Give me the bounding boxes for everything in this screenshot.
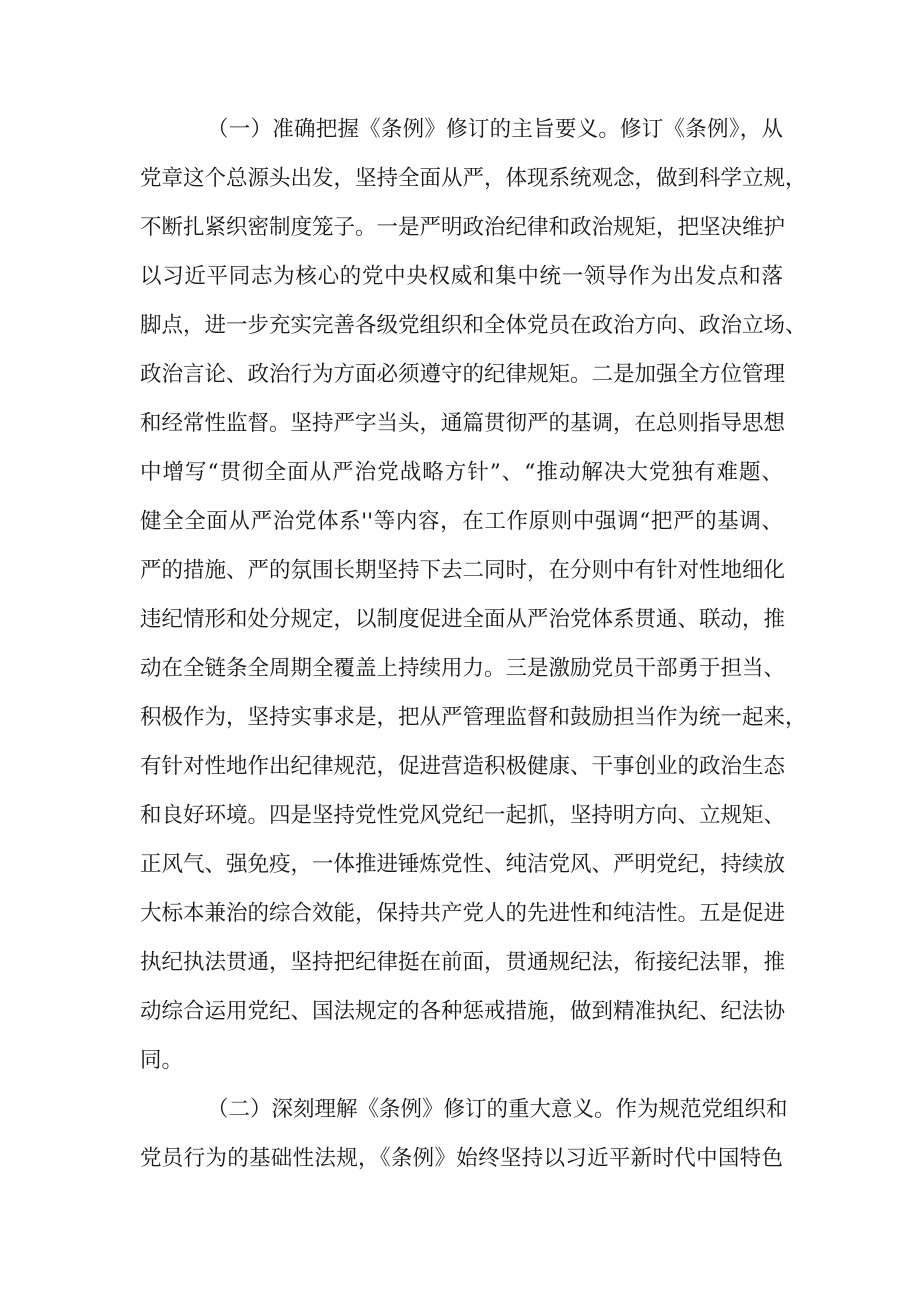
paragraph-2-line-2: 党员行为的基础性法规，《条例》始终坚持以习近平新时代中国特色 <box>140 1146 783 1171</box>
paragraph-1-line-18: 执纪执法贯通，坚持把纪律挺在前面，贯通规纪法，衔接纪法罪，推 <box>140 950 786 975</box>
paragraph-1-line-14: 有针对性地作出纪律规范，促进营造积极健康、干事创业的政治生态 <box>140 754 786 779</box>
paragraph-1-line-8: 中增写“贯彻全面从严治党战略方针”、“推动解决大党独有难题、 <box>140 460 783 485</box>
paragraph-1-line-9: 健全全面从严治党体系''等内容，在工作原则中强调“把严的基调、 <box>140 509 783 534</box>
paragraph-1-line-4: 以习近平同志为核心的党中央权威和集中统一领导作为出发点和落 <box>140 264 783 289</box>
paragraph-2-line-1: （二）深刻理解《条例》修订的重大意义。作为规范党组织和 <box>207 1097 788 1122</box>
paragraph-1-line-1: （一）准确把握《条例》修订的主旨要义。修订《条例》，从 <box>207 117 783 142</box>
paragraph-1-line-12: 动在全链条全周期全覆盖上持续用力。三是激励党员干部勇于担当、 <box>140 656 786 681</box>
paragraph-1-line-10: 严的措施、严的氛围长期坚持下去二同时，在分则中有针对性地细化 <box>140 558 786 583</box>
paragraph-1-line-3: 不断扎紧织密制度笼子。一是严明政治纪律和政治规矩，把坚决维护 <box>140 215 786 240</box>
paragraph-1-line-17: 大标本兼治的综合效能，保持共产党人的先进性和纯洁性。五是促进 <box>140 901 786 926</box>
paragraph-1-line-20: 同。 <box>140 1048 184 1073</box>
paragraph-1-line-16: 正风气、强免疫，一体推进锤炼党性、纯洁党风、严明党纪，持续放 <box>140 852 786 877</box>
paragraph-1-line-19: 动综合运用党纪、国法规定的各种惩戒措施，做到精准执纪、纪法协 <box>140 999 786 1024</box>
paragraph-1-line-2: 党章这个总源头出发，坚持全面从严，体现系统观念，做到科学立规， <box>140 166 807 191</box>
paragraph-1-line-6: 政治言论、政治行为方面必须遵守的纪律规矩。二是加强全方位管理 <box>140 362 786 387</box>
paragraph-1-line-11: 违纪情形和处分规定，以制度促进全面从严治党体系贯通、联动，推 <box>140 607 786 632</box>
paragraph-1-line-15: 和良好环境。四是坚持党性党风党纪一起抓，坚持明方向、立规矩、 <box>140 803 786 828</box>
paragraph-1-line-7: 和经常性监督。坚持严字当头，通篇贯彻严的基调，在总则指导思想 <box>140 411 786 436</box>
paragraph-1-line-5: 脚点，进一步充实完善各级党组织和全体党员在政治方向、政治立场、 <box>140 313 807 338</box>
paragraph-1-line-13: 积极作为，坚持实事求是，把从严管理监督和鼓励担当作为统一起来， <box>140 705 807 730</box>
